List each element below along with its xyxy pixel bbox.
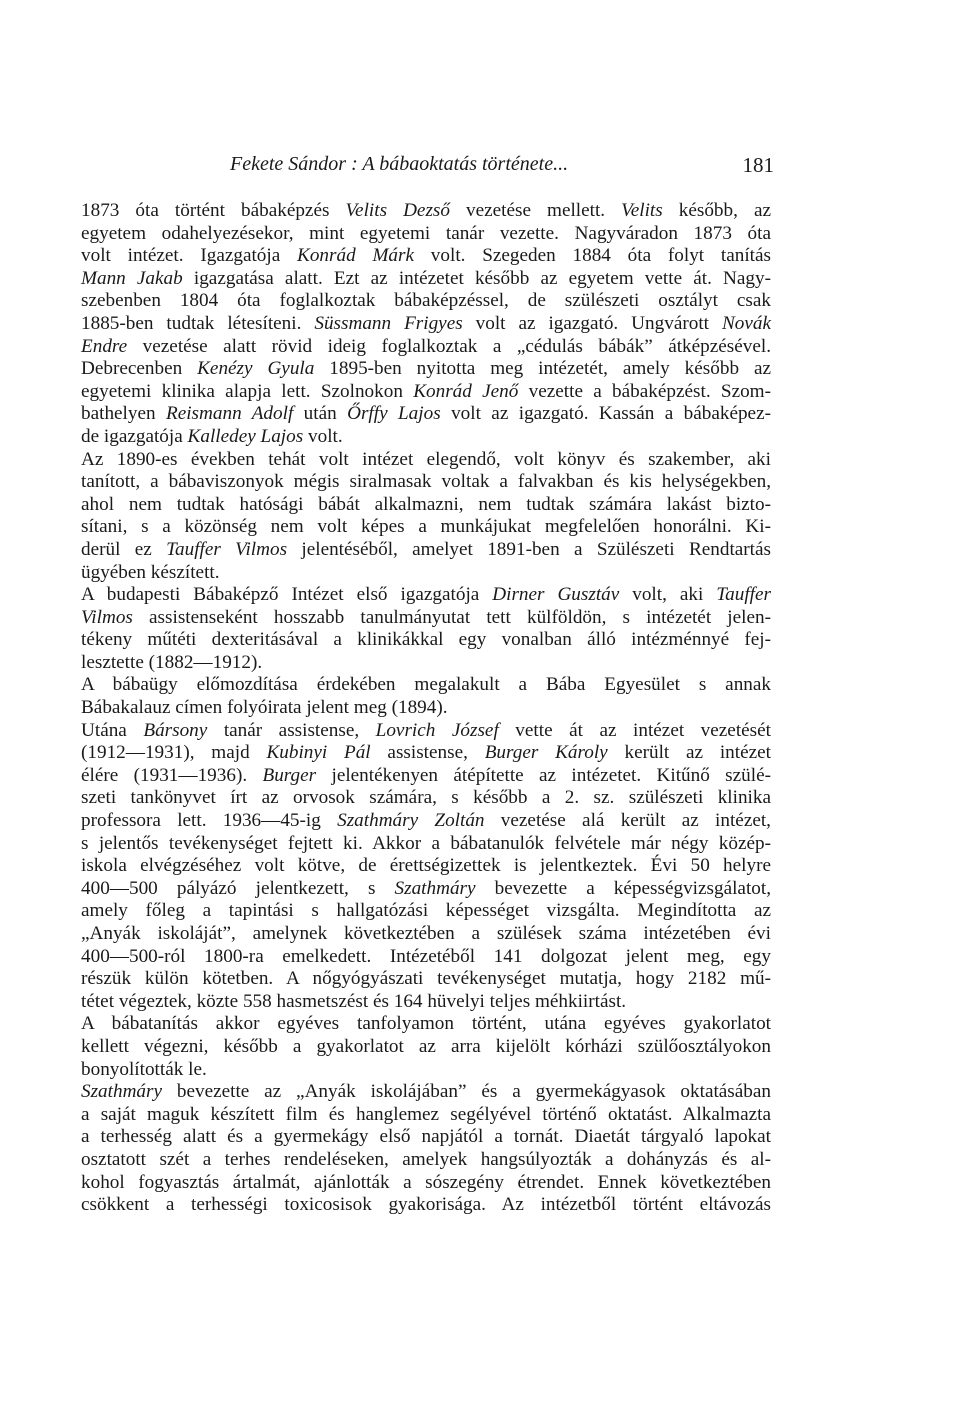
paragraph [81, 584, 771, 674]
text-line: részük külön kötetben. A nőgyógyászati tevékenységet mutatja, hogy 2182 mű- [81, 968, 771, 990]
text-line: tétet végeztek, közte 558 hasmetszést és 164 hüvelyi teljes méhkiirtást. [81, 990, 627, 1012]
text-line: osztatott szét a terhes rendeléseken, amelyek hangsúlyozták a dohányzás és al- [81, 1148, 771, 1170]
text-line: kellett végezni, később a gyakorlatot az arra kijelölt kórházi szülőosztályokon [81, 1035, 771, 1057]
paragraph [81, 449, 771, 585]
text-line: Bábakalauz címen folyóirata jelent meg (1894). [81, 697, 448, 719]
text-line: a saját maguk készített film és hanglemez segélyével történő oktatást. Alkalmazta [81, 1103, 771, 1125]
text-line: (1912—1931), majd Kubinyi Pál assistense, Burger Károly került az intézet [81, 742, 771, 764]
text-line: s jelentős tevékenységet fejtett ki. Akkor a bábatanulók felvétele már négy közép- [81, 832, 771, 854]
text-line: a terhesség alatt és a gyermekágy első napjától a tornát. Diaetát tárgyaló lapokat [81, 1126, 771, 1148]
text-line: élére (1931—1936). Burger jelentékenyen átépítette az intézetet. Kitűnő szülé- [81, 764, 771, 786]
text-line: ügyében készített. [81, 561, 220, 583]
text-line: A budapesti Bábaképző Intézet első igazgatója Dirner Gusztáv volt, aki Tauffer [81, 584, 771, 606]
text-line: tékeny műtéti dexteritásával a klinikákkal egy vonalban álló intézménnyé fej- [81, 629, 771, 651]
text-line: Endre vezetése alatt rövid ideig foglalkoztak a „cédulás bábák” átképzésével. [81, 335, 771, 357]
text-line: tanított, a bábaviszonyok mégis siralmasak voltak a falvakban és kis helységekben, [81, 471, 771, 493]
text-line: ahol nem tudtak hatósági bábát alkalmazni, nem tudtak számára lakást bizto- [81, 493, 771, 515]
paragraph [81, 1013, 771, 1081]
text-line: A bábatanítás akkor egyéves tanfolyamon történt, utána egyéves gyakorlatot [81, 1013, 771, 1035]
page-number: 181 [742, 153, 774, 177]
text-line: egyetemi klinika alapja lett. Szolnokon Konrád Jenő vezette a bábaképzést. Szom- [81, 380, 771, 402]
text-line: Az 1890-es években tehát volt intézet elegendő, volt könyv és szakember, aki [81, 448, 771, 470]
text-line: professora lett. 1936—45-ig Szathmáry Zoltán vezetése alá került az intézet, [81, 810, 771, 832]
text-line: csökkent a terhességi toxicosisok gyakorisága. Az intézetből történt eltávozás [81, 1194, 771, 1216]
paragraph [81, 674, 771, 719]
text-line: derül ez Tauffer Vilmos jelentéséből, amelyet 1891-ben a Szülészeti Rendtartás [81, 538, 771, 560]
text-line: szeti tankönyvet írt az orvosok számára, s később a 2. sz. szülészeti klinika [81, 787, 771, 809]
text-line: bathelyen Reismann Adolf után Őrffy Lajos volt az igazgató. Kassán a bábaképez- [81, 403, 771, 425]
text-line: de igazgatója Kalledey Lajos volt. [81, 425, 343, 447]
paragraph [81, 1081, 771, 1217]
text-line: bonyolították le. [81, 1058, 207, 1080]
text-line: lesztette (1882—1912). [81, 651, 263, 673]
text-line: 400—500-ról 1800-ra emelkedett. Intézetéből 141 dolgozat jelent meg, egy [81, 945, 771, 967]
text-line: „Anyák iskoláját”, amelynek következtében a szülések száma intézetében évi [81, 923, 771, 944]
text-line: Szathmáry bevezette az „Anyák iskolájában” és a gyermekágyasok oktatásában [81, 1081, 771, 1103]
body-text [81, 200, 771, 1217]
text-line: Debrecenben Kenézy Gyula 1895-ben nyitotta meg intézetét, amely később az [81, 358, 771, 380]
text-line: volt intézet. Igazgatója Konrád Márk volt. Szegeden 1884 óta folyt tanítás [81, 245, 771, 267]
running-header [230, 153, 774, 183]
paragraph [81, 200, 771, 449]
text-line: Vilmos assistenseként hosszabb tanulmányutat tett külföldön, s intézetét jelen- [81, 606, 771, 628]
paragraph [81, 720, 771, 1014]
text-line: amely főleg a tapintási s hallgatózási képességet vizsgálta. Megindította az [81, 900, 771, 922]
text-line: egyetem odahelyezésekor, mint egyetemi tanár vezette. Nagyváradon 1873 óta [81, 222, 771, 244]
text-line: Utána Bársony tanár assistense, Lovrich József vette át az intézet vezetését [81, 719, 771, 741]
text-line: iskola elvégzéséhez volt kötve, de érettségizettek is jelentkeztek. Évi 50 helyre [81, 855, 771, 877]
text-line: kohol fogyasztás ártalmát, ajánlották a sószegény étrendet. Ennek következtében [81, 1171, 771, 1193]
text-line: 1885-ben tudtak létesíteni. Süssmann Frigyes volt az igazgató. Ungvárott Novák [81, 312, 771, 334]
text-line: 1873 óta történt bábaképzés Velits Dezső vezetése mellett. Velits később, az [81, 200, 771, 221]
text-line: sítani, s a közönség nem volt képes a munkájukat megfelelően honorálni. Ki- [81, 516, 771, 538]
text-line: Mann Jakab igazgatása alatt. Ezt az intézetet később az egyetem vette át. Nagy- [81, 267, 771, 289]
text-line: szebenben 1804 óta foglalkoztak bábaképzéssel, de szülészeti osztályt csak [81, 290, 771, 312]
running-title: Fekete Sándor : A bábaoktatás története... [230, 153, 569, 175]
text-line: 400—500 pályázó jelentkezett, s Szathmáry bevezette a képességvizsgálatot, [81, 877, 771, 899]
text-line: A bábaügy előmozdítása érdekében megalakult a Bába Egyesület s annak [81, 674, 771, 696]
